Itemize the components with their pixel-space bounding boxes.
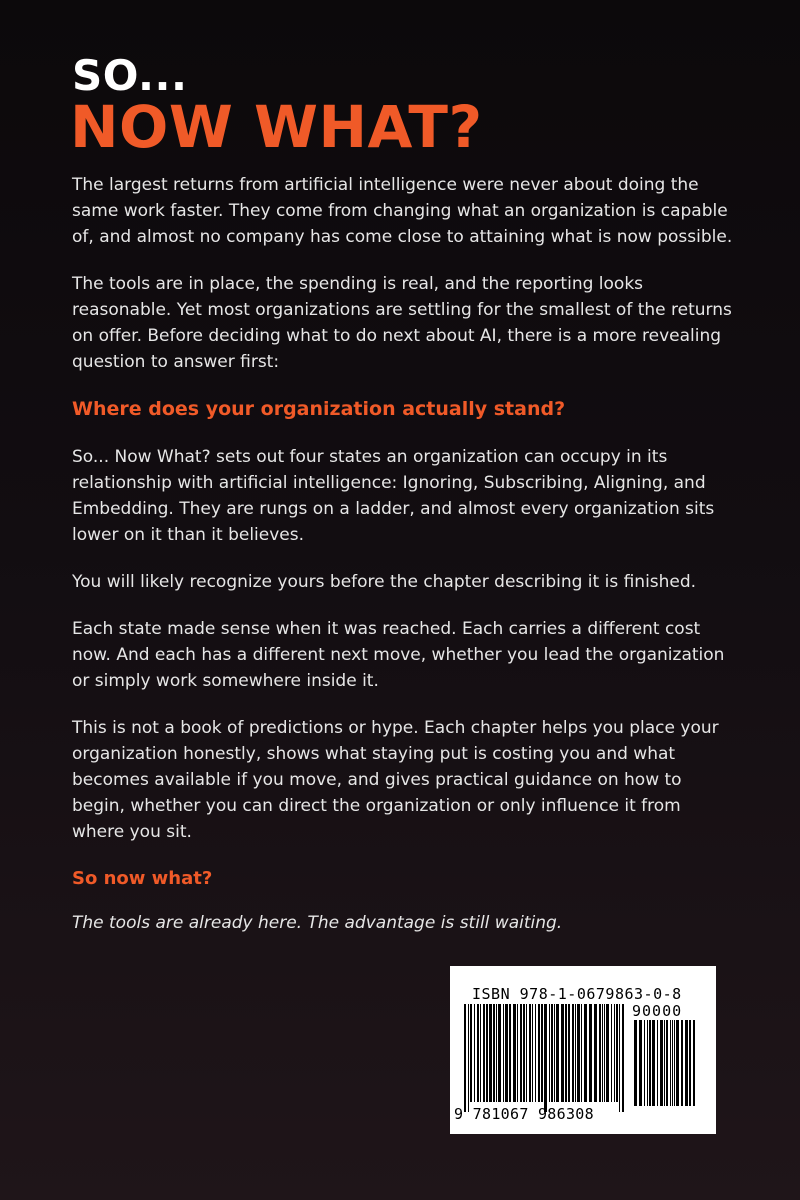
paragraph-2: The tools are in place, the spending is real, and the reporting looks reasonable. Yet most organizations are settling for the smallest of the returns on offer. Before deciding what to do next about AI, there is a more revealing question to answer first:	[72, 274, 732, 372]
barcode-bar	[496, 1004, 497, 1102]
barcode-bar	[676, 1020, 679, 1106]
barcode-bar	[649, 1020, 651, 1106]
price-code: 90000	[632, 1002, 683, 1020]
barcode-bars	[462, 1004, 626, 1112]
barcode-bar	[526, 1004, 527, 1102]
barcode-bar	[498, 1004, 501, 1102]
barcode-bar	[535, 1004, 536, 1102]
barcode-bar	[611, 1004, 612, 1102]
paragraph-1: The largest returns from artificial intelligence were never about doing the same work faster. They come from changing what an organization is capable of, and almost no company has come close to attaining what is now possible.	[72, 175, 733, 247]
barcode-bar	[549, 1004, 550, 1102]
barcode-bar	[589, 1004, 592, 1102]
barcode-bar	[568, 1004, 570, 1102]
barcode-bar	[652, 1020, 655, 1106]
barcode-bar	[556, 1004, 559, 1102]
barcode-bar	[477, 1004, 479, 1102]
barcode-bar	[505, 1004, 508, 1102]
paragraph-6: This is not a book of predictions or hype. Each chapter helps you place your organization honestly, shows what staying put is costing you and what becomes available if you move, and gives practical guidance on how to begin, whether you can direct the organization or only influence it from where you sit.	[72, 718, 719, 842]
barcode-bar	[685, 1020, 688, 1106]
title-line-1: SO...	[72, 51, 188, 100]
subheading: Where does your organization actually stand?	[72, 398, 566, 420]
barcode-bar	[464, 1004, 466, 1112]
barcode-bar	[489, 1004, 492, 1102]
barcode-bar	[468, 1004, 469, 1112]
barcode-bar	[532, 1004, 533, 1102]
ean-digits: 9 781067 986308	[454, 1105, 594, 1123]
barcode-bar	[517, 1004, 518, 1102]
barcode-bar	[561, 1004, 564, 1102]
barcode-bar	[660, 1020, 663, 1106]
barcode-bar	[565, 1004, 567, 1102]
barcode-bar	[681, 1020, 683, 1106]
paragraph-5: Each state made sense when it was reached. Each carries a different cost now. And each has a different next move, whether you lead the organization or simply work somewhere inside it.	[72, 619, 725, 691]
barcode-bar	[581, 1004, 582, 1102]
barcode-bar	[606, 1004, 609, 1102]
barcode-bar	[529, 1004, 531, 1102]
barcode-bar	[509, 1004, 511, 1102]
barcode-bar	[594, 1004, 597, 1102]
barcode-bar	[520, 1004, 522, 1102]
barcode-bar	[577, 1004, 580, 1102]
barcode-bar	[614, 1004, 615, 1102]
tagline: The tools are already here. The advantage is still waiting.	[72, 913, 563, 933]
barcode-bar	[470, 1004, 472, 1102]
barcode-bar	[602, 1004, 603, 1102]
barcode-bar	[616, 1004, 618, 1102]
isbn-label: ISBN 978-1-0679863-0-8	[472, 985, 682, 1003]
barcode-bar	[551, 1004, 553, 1102]
barcode-bar	[513, 1004, 516, 1102]
barcode-bar	[584, 1004, 587, 1102]
paragraph-4: You will likely recognize yours before the chapter describing it is finished.	[72, 572, 697, 592]
barcode-bar	[664, 1020, 665, 1106]
barcode-bar	[634, 1020, 637, 1106]
barcode-bar	[670, 1020, 671, 1106]
barcode-bar	[622, 1004, 624, 1112]
barcode-bar	[604, 1004, 605, 1102]
barcode-bar	[541, 1004, 543, 1102]
barcode-bar	[666, 1020, 668, 1106]
barcode-bar	[657, 1020, 658, 1106]
barcode-bar	[503, 1004, 504, 1102]
barcode-bar	[483, 1004, 485, 1102]
title-line-2: NOW WHAT?	[70, 93, 483, 161]
barcode-bar	[493, 1004, 495, 1102]
barcode-bar	[572, 1004, 574, 1102]
blurb	[72, 172, 737, 936]
barcode-bar	[672, 1020, 673, 1106]
barcode-bar	[523, 1004, 525, 1102]
barcode-bar	[538, 1004, 540, 1102]
barcode-bar	[599, 1004, 601, 1102]
barcode-bar	[644, 1020, 645, 1106]
barcode-bar	[689, 1020, 691, 1106]
barcode-bar	[693, 1020, 695, 1106]
isbn-barcode	[450, 966, 716, 1134]
barcode-bar	[486, 1004, 488, 1102]
barcode-bar	[639, 1020, 642, 1106]
barcode-bar	[619, 1004, 620, 1112]
barcode-bar	[474, 1004, 475, 1102]
closing-heading: So now what?	[72, 868, 213, 889]
barcode-bar	[480, 1004, 481, 1102]
barcode-bar	[575, 1004, 576, 1102]
barcode-bar	[674, 1020, 675, 1106]
paragraph-3: So... Now What? sets out four states an organization can occupy in its relationship with artificial intelligence: Ignoring, Subscribing, Aligning, and Embedding. They are rungs on a ladder, and almost every organization sits lower on it than it believes.	[72, 447, 715, 545]
barcode-bar	[554, 1004, 555, 1102]
barcode-bar	[647, 1020, 648, 1106]
barcode-addon-bars	[632, 1020, 696, 1116]
barcode-bar	[544, 1004, 547, 1112]
